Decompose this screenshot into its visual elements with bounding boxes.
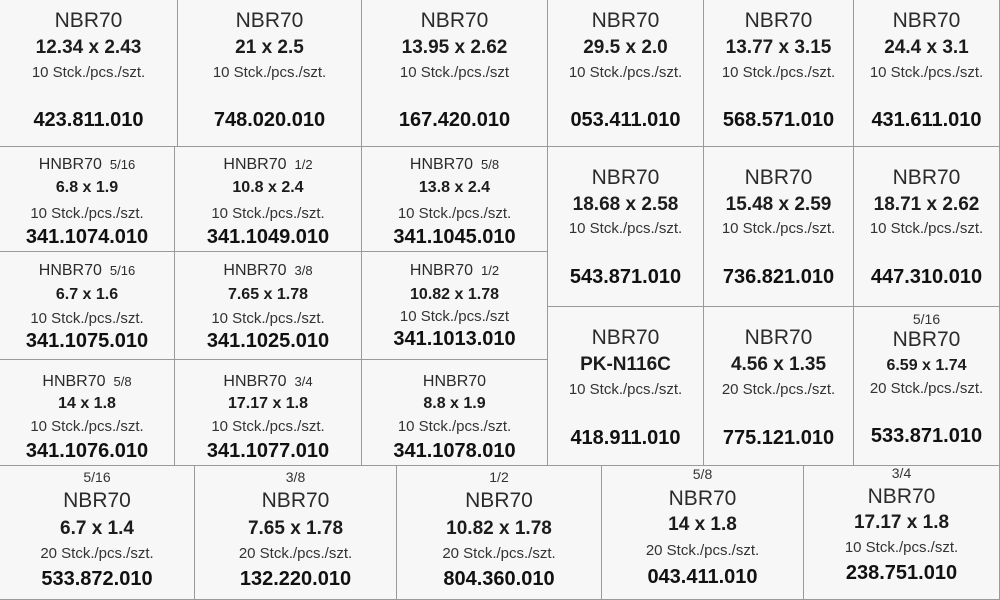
quantity-label: 10 Stck./pcs./szt xyxy=(399,308,510,325)
dimension-label: 6.59 x 1.74 xyxy=(886,357,967,374)
dimension-label: 4.56 x 1.35 xyxy=(730,354,827,375)
size-fraction: 1/2 xyxy=(294,157,313,172)
label-cell xyxy=(362,360,548,466)
dimension-label: 14 x 1.8 xyxy=(58,395,116,412)
material-label: HNBR70 xyxy=(422,373,487,390)
quantity-label: 10 Stck./pcs./szt. xyxy=(30,418,144,435)
quantity-label: 10 Stck./pcs./szt. xyxy=(31,64,146,81)
part-number: 238.751.010 xyxy=(845,562,958,584)
material-label: HNBR70 5/8 xyxy=(409,156,500,173)
dimension-label: 18.71 x 2.62 xyxy=(873,194,980,215)
material-label: NBR70 xyxy=(867,485,936,508)
part-number: 167.420.010 xyxy=(398,109,511,131)
quantity-label: 20 Stck./pcs./szt. xyxy=(645,542,760,559)
dimension-label: 21 x 2.5 xyxy=(235,37,304,58)
part-number: 341.1075.010 xyxy=(25,330,149,352)
part-number: 341.1049.010 xyxy=(206,226,330,248)
part-number: 533.872.010 xyxy=(41,568,153,590)
part-number: 418.911.010 xyxy=(570,427,681,449)
material-label: NBR70 xyxy=(63,489,131,512)
label-cell xyxy=(854,307,1000,466)
label-cell xyxy=(178,0,362,147)
quantity-label: 10 Stck./pcs./szt. xyxy=(212,64,327,81)
material-label: NBR70 xyxy=(261,489,330,512)
part-number: 775.121.010 xyxy=(722,427,835,449)
dimension-label: 24.4 x 3.1 xyxy=(884,37,969,58)
material-label: NBR70 xyxy=(892,166,961,189)
dimension-label: 8.8 x 1.9 xyxy=(423,395,486,412)
label-cell xyxy=(0,0,178,147)
quantity-label: 20 Stck./pcs./szt. xyxy=(442,545,556,562)
material-label: NBR70 xyxy=(744,326,813,349)
dimension-label: 6.8 x 1.9 xyxy=(55,179,119,196)
part-number: 053.411.010 xyxy=(570,109,681,131)
label-cell xyxy=(548,0,704,147)
label-cell xyxy=(704,147,854,307)
label-cell xyxy=(704,307,854,466)
label-cell xyxy=(175,360,362,466)
quantity-label: 10 Stck./pcs./szt. xyxy=(30,310,144,327)
label-cell xyxy=(0,466,195,600)
material-label: NBR70 xyxy=(591,166,660,189)
dimension-label: 17.17 x 1.8 xyxy=(227,395,309,412)
label-cell xyxy=(362,252,548,360)
size-fraction: 5/16 xyxy=(109,157,136,172)
part-number: 736.821.010 xyxy=(722,266,835,288)
material-label: NBR70 xyxy=(54,9,123,32)
quantity-label: 20 Stck./pcs./szt. xyxy=(869,380,984,397)
quantity-label: 10 Stck./pcs./szt. xyxy=(30,205,144,222)
dimension-label: 18.68 x 2.58 xyxy=(572,194,679,215)
label-cell xyxy=(175,147,362,252)
quantity-label: 20 Stck./pcs./szt. xyxy=(40,545,154,562)
part-number: 447.310.010 xyxy=(870,266,983,288)
size-fraction: 1/2 xyxy=(481,263,500,278)
quantity-label: 10 Stck./pcs./szt. xyxy=(869,64,984,81)
dimension-label: 12.34 x 2.43 xyxy=(35,37,142,58)
size-fraction: 3/4 xyxy=(294,374,313,389)
part-number: 341.1025.010 xyxy=(206,330,330,352)
label-cell xyxy=(704,0,854,147)
label-cell xyxy=(548,147,704,307)
quantity-label: 10 Stck./pcs./szt. xyxy=(568,64,683,81)
dimension-label: 13.95 x 2.62 xyxy=(401,37,508,58)
label-cell xyxy=(362,147,548,252)
quantity-label: 10 Stck./pcs./szt. xyxy=(844,539,959,556)
material-label: NBR70 xyxy=(892,9,961,32)
dimension-label: 10.8 x 2.4 xyxy=(232,179,304,196)
label-cell xyxy=(854,0,1000,147)
dimension-label: 10.82 x 1.78 xyxy=(410,286,499,303)
part-number: 431.611.010 xyxy=(871,109,982,131)
material-label: HNBR70 5/8 xyxy=(42,373,132,390)
label-cell xyxy=(0,147,175,252)
material-label: HNBR70 5/16 xyxy=(38,156,136,173)
quantity-label: 10 Stck./pcs./szt. xyxy=(211,418,325,435)
material-label: HNBR70 3/8 xyxy=(223,262,313,279)
dimension-label: 10.82 x 1.78 xyxy=(446,518,552,539)
part-number: 568.571.010 xyxy=(722,109,835,131)
dimension-label: 7.65 x 1.78 xyxy=(247,518,344,539)
quantity-label: 10 Stck./pcs./szt. xyxy=(397,205,512,222)
size-fraction: 3/4 xyxy=(891,465,912,481)
material-label: HNBR70 5/16 xyxy=(38,262,136,279)
quantity-label: 10 Stck./pcs./szt. xyxy=(568,381,683,398)
part-number: 132.220.010 xyxy=(239,568,352,590)
part-number: 748.020.010 xyxy=(213,109,326,131)
material-label: NBR70 xyxy=(591,326,660,349)
size-fraction: 5/16 xyxy=(109,263,136,278)
size-fraction: 3/8 xyxy=(294,263,313,278)
quantity-label: 10 Stck./pcs./szt. xyxy=(211,310,325,327)
part-number: 341.1074.010 xyxy=(25,226,149,248)
quantity-label: 10 Stck./pcs./szt. xyxy=(397,418,512,435)
part-number: 341.1045.010 xyxy=(393,226,516,248)
label-cell xyxy=(602,466,804,600)
part-number: 341.1078.010 xyxy=(393,440,516,462)
dimension-label: 7.65 x 1.78 xyxy=(227,286,309,303)
part-number: 341.1076.010 xyxy=(25,440,149,462)
size-fraction: 3/8 xyxy=(285,469,306,485)
dimension-label: 14 x 1.8 xyxy=(668,514,737,535)
size-fraction: 1/2 xyxy=(489,469,509,485)
material-label: NBR70 xyxy=(591,9,660,32)
material-label: NBR70 xyxy=(892,328,961,351)
size-fraction: 5/8 xyxy=(692,466,713,482)
material-label: HNBR70 3/4 xyxy=(223,373,313,390)
label-cell xyxy=(397,466,602,600)
quantity-label: 10 Stck./pcs./szt. xyxy=(568,220,683,237)
material-label: NBR70 xyxy=(420,9,489,32)
dimension-label: PK-N116C xyxy=(580,354,671,375)
label-cell xyxy=(804,466,1000,600)
part-number: 341.1077.010 xyxy=(206,440,330,462)
part-number: 423.811.010 xyxy=(33,109,144,131)
material-label: NBR70 xyxy=(668,487,737,510)
dimension-label: 13.8 x 2.4 xyxy=(418,179,491,196)
material-label: HNBR70 1/2 xyxy=(409,262,500,279)
quantity-label: 20 Stck./pcs./szt. xyxy=(721,381,836,398)
label-cell xyxy=(0,360,175,466)
dimension-label: 29.5 x 2.0 xyxy=(583,37,668,58)
dimension-label: 6.7 x 1.6 xyxy=(55,286,119,303)
dimension-label: 15.48 x 2.59 xyxy=(725,194,832,215)
size-fraction: 5/16 xyxy=(912,311,941,327)
size-fraction: 5/8 xyxy=(113,374,132,389)
part-number: 543.871.010 xyxy=(569,266,682,288)
size-fraction: 5/16 xyxy=(83,469,111,485)
dimension-label: 13.77 x 3.15 xyxy=(725,37,832,58)
material-label: NBR70 xyxy=(465,489,533,512)
part-number: 043.411.010 xyxy=(647,566,758,588)
material-label: HNBR70 1/2 xyxy=(223,156,313,173)
dimension-label: 6.7 x 1.4 xyxy=(60,518,134,539)
label-cell xyxy=(548,307,704,466)
part-number: 533.871.010 xyxy=(870,425,983,447)
material-label: NBR70 xyxy=(744,9,813,32)
material-label: NBR70 xyxy=(235,9,304,32)
quantity-label: 10 Stck./pcs./szt. xyxy=(721,64,836,81)
material-label: NBR70 xyxy=(744,166,813,189)
quantity-label: 10 Stck./pcs./szt. xyxy=(721,220,836,237)
part-number: 341.1013.010 xyxy=(393,328,516,350)
part-number: 804.360.010 xyxy=(443,568,555,590)
dimension-label: 17.17 x 1.8 xyxy=(853,512,950,533)
quantity-label: 10 Stck./pcs./szt xyxy=(399,64,510,81)
quantity-label: 10 Stck./pcs./szt. xyxy=(869,220,984,237)
size-fraction: 5/8 xyxy=(481,157,500,172)
quantity-label: 20 Stck./pcs./szt. xyxy=(238,545,353,562)
label-cell xyxy=(854,147,1000,307)
label-cell xyxy=(175,252,362,360)
label-cell xyxy=(195,466,397,600)
label-cell xyxy=(362,0,548,147)
label-cell xyxy=(0,252,175,360)
quantity-label: 10 Stck./pcs./szt. xyxy=(211,205,325,222)
